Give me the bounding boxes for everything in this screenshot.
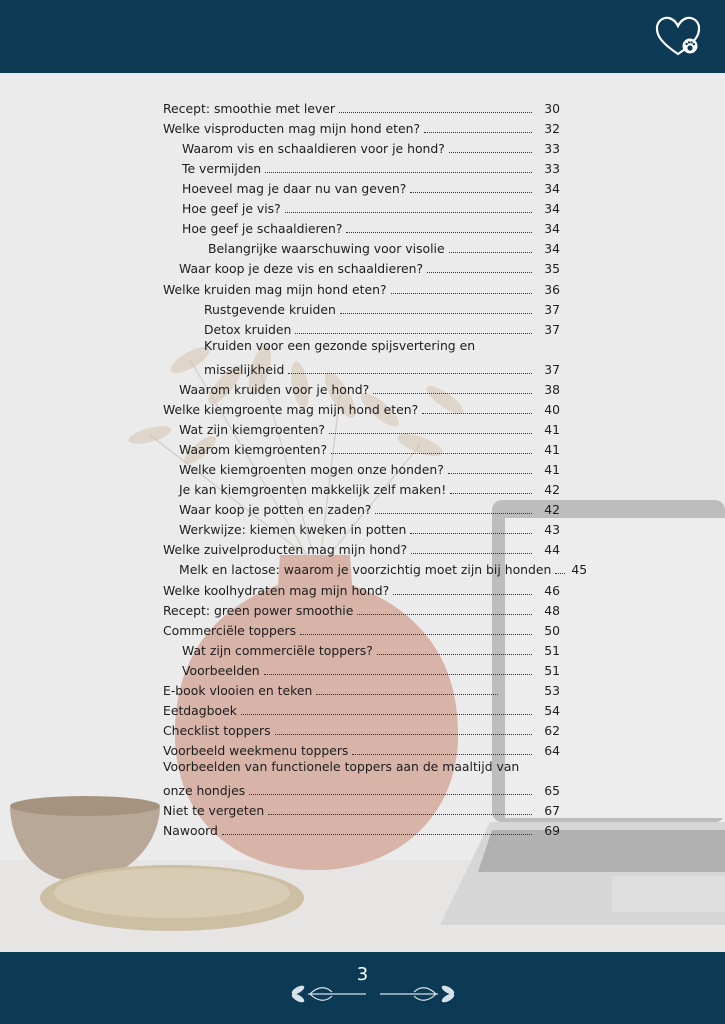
toc-entry[interactable] [182, 177, 560, 197]
toc-dot-leader [422, 413, 532, 414]
toc-entry[interactable] [163, 619, 560, 639]
toc-entry-title: Je kan kiemgroenten makkelijk zelf maken! [179, 482, 447, 497]
toc-entry[interactable] [163, 819, 560, 839]
toc-entry[interactable] [163, 117, 560, 137]
toc-entry-title: Wat zijn commerciële toppers? [182, 643, 373, 658]
toc-entry-page: 62 [544, 723, 560, 738]
toc-dot-leader [300, 634, 532, 635]
toc-dot-leader [449, 252, 532, 253]
toc-entry-page: 37 [544, 322, 560, 337]
toc-dot-leader [555, 573, 565, 574]
toc-entry-title: Waarom kruiden voor je hond? [179, 382, 370, 397]
toc-entry[interactable] [204, 318, 560, 338]
toc-dot-leader [265, 172, 532, 173]
toc-entry[interactable] [179, 378, 560, 398]
toc-entry[interactable] [179, 438, 560, 458]
toc-entry[interactable] [208, 237, 560, 257]
toc-entry-page: 67 [544, 803, 560, 818]
toc-dot-leader [268, 814, 532, 815]
toc-entry-title: Waar koop je deze vis en schaaldieren? [179, 261, 424, 276]
toc-entry-title: E-book vlooien en teken [163, 683, 313, 698]
toc-entry-page: 34 [544, 221, 560, 236]
page-number: 3 [356, 964, 369, 985]
toc-dot-leader [346, 232, 532, 233]
toc-entry[interactable] [204, 358, 560, 378]
toc-entry[interactable] [163, 398, 560, 418]
toc-dot-leader [249, 794, 532, 795]
toc-entry-line: Kruiden voor een gezonde spijsvertering en [204, 338, 476, 353]
toc-dot-leader [448, 473, 532, 474]
toc-entry-page: 34 [544, 181, 560, 196]
toc-dot-leader [285, 212, 532, 213]
toc-entry[interactable] [179, 418, 560, 438]
toc-entry-page: 33 [544, 161, 560, 176]
header-bar [0, 0, 725, 73]
toc-entry[interactable] [163, 599, 560, 619]
toc-entry-title: Welke visproducten mag mijn hond eten? [163, 121, 421, 136]
toc-entry-page: 30 [544, 101, 560, 116]
toc-entry[interactable] [163, 579, 560, 599]
toc-entry-page: 53 [544, 683, 560, 698]
toc-entry-title: Detox kruiden [204, 322, 292, 337]
toc-entry-title: Welke kiemgroenten mogen onze honden? [179, 462, 444, 477]
toc-entry-page: 43 [544, 522, 560, 537]
toc-entry-title: Recept: green power smoothie [163, 603, 354, 618]
toc-dot-leader [295, 333, 532, 334]
toc-dot-leader [377, 654, 532, 655]
toc-entry[interactable] [182, 217, 560, 237]
toc-entry[interactable] [182, 659, 560, 679]
toc-entry-line: Voorbeelden van functionele toppers aan de maaltijd van [163, 759, 520, 774]
toc-entry-page: 36 [544, 282, 560, 297]
toc-entry-page: 64 [544, 743, 560, 758]
toc-entry-page: 41 [544, 462, 560, 477]
toc-entry-page: 40 [544, 402, 560, 417]
toc-entry-title: Rustgevende kruiden [204, 302, 336, 317]
toc-entry-title: Voorbeeld weekmenu toppers [163, 743, 349, 758]
toc-entry-title: Nawoord [163, 823, 218, 838]
toc-entry-title: Recept: smoothie met lever [163, 101, 335, 116]
toc-entry[interactable] [163, 97, 560, 117]
toc-entry[interactable] [204, 298, 560, 318]
toc-entry-title: Welke kruiden mag mijn hond eten? [163, 282, 387, 297]
toc-entry-title: Welke zuivelproducten mag mijn hond? [163, 542, 408, 557]
toc-entry-page: 33 [544, 141, 560, 156]
toc-entry-page: 41 [544, 422, 560, 437]
toc-entry-page: 41 [544, 442, 560, 457]
toc-entry-page: 50 [544, 623, 560, 638]
toc-entry[interactable] [182, 639, 560, 659]
toc-entry[interactable] [163, 538, 560, 558]
toc-dot-leader [424, 132, 532, 133]
toc-dot-leader [340, 313, 532, 314]
toc-entry-page: 34 [544, 201, 560, 216]
toc-dot-leader [357, 614, 532, 615]
toc-entry[interactable] [179, 257, 560, 277]
toc-dot-leader [331, 453, 532, 454]
toc-dot-leader [393, 594, 532, 595]
toc-entry-title: Waar koop je potten en zaden? [179, 502, 372, 517]
toc-dot-leader [329, 433, 532, 434]
toc-entry-title: Commerciële toppers [163, 623, 297, 638]
toc-entry-title: Niet te vergeten [163, 803, 265, 818]
toc-dot-leader [352, 754, 532, 755]
toc-entry-title: Hoe geef je vis? [182, 201, 281, 216]
toc-entry-page: 37 [544, 362, 560, 377]
toc-entry[interactable] [182, 137, 560, 157]
toc-dot-leader [410, 533, 532, 534]
toc-entry[interactable] [179, 518, 560, 538]
toc-dot-leader [275, 734, 532, 735]
toc-entry[interactable] [182, 157, 560, 177]
toc-dot-leader [316, 694, 498, 695]
toc-entry[interactable] [179, 478, 560, 498]
toc-dot-leader [391, 293, 532, 294]
toc-entry-title: Hoe geef je schaaldieren? [182, 221, 343, 236]
toc-dot-leader [241, 714, 532, 715]
toc-entry[interactable] [163, 719, 560, 739]
toc-entry-page: 46 [544, 583, 560, 598]
toc-dot-leader [373, 393, 532, 394]
toc-entry-page: 34 [544, 241, 560, 256]
toc-entry-page: 69 [544, 823, 560, 838]
toc-entry-title: Eetdagboek [163, 703, 237, 718]
toc-dot-leader [450, 493, 532, 494]
toc-entry-title: Checklist toppers [163, 723, 271, 738]
toc-dot-leader [288, 373, 532, 374]
toc-entry-page: 38 [544, 382, 560, 397]
toc-entry-page: 44 [544, 542, 560, 557]
toc-dot-leader [222, 834, 532, 835]
toc-entry-title: Te vermijden [182, 161, 262, 176]
toc-entry[interactable] [179, 498, 560, 518]
toc-entry-title: Wat zijn kiemgroenten? [179, 422, 325, 437]
toc-entry-title: Voorbeelden [182, 663, 260, 678]
toc-entry-page: 51 [544, 643, 560, 658]
toc-entry[interactable] [163, 278, 560, 298]
toc-entry-page: 48 [544, 603, 560, 618]
toc-entry-title: Waarom vis en schaaldieren voor je hond? [182, 141, 445, 156]
toc-entry[interactable] [163, 739, 560, 759]
toc-entry[interactable] [182, 197, 560, 217]
toc-entry-page: 45 [571, 562, 588, 577]
toc-entry-title: onze hondjes [163, 783, 246, 798]
toc-entry-page: 42 [544, 482, 560, 497]
toc-entry[interactable] [179, 558, 588, 578]
toc-entry-title: misselijkheid [204, 362, 285, 377]
toc-entry-title: Belangrijke waarschuwing voor visolie [208, 241, 445, 256]
heart-paw-icon [653, 14, 703, 58]
toc-entry-title: Waarom kiemgroenten? [179, 442, 328, 457]
toc-entry-title: Hoeveel mag je daar nu van geven? [182, 181, 407, 196]
toc-entry[interactable] [163, 779, 560, 799]
toc-entry-title: Werkwijze: kiemen kweken in potten [179, 522, 407, 537]
toc-entry-page: 32 [544, 121, 560, 136]
toc-entry[interactable] [163, 799, 560, 819]
toc-entry-page: 37 [544, 302, 560, 317]
toc-entry[interactable] [163, 679, 560, 699]
toc-dot-leader [410, 192, 532, 193]
toc-dot-leader [264, 674, 532, 675]
toc-dot-leader [411, 553, 532, 554]
toc-entry-page: 35 [544, 261, 560, 276]
toc-entry-page: 51 [544, 663, 560, 678]
toc-entry[interactable] [179, 458, 560, 478]
toc-dot-leader [375, 513, 532, 514]
leaf-ornament-icon [288, 980, 458, 1008]
toc-dot-leader [339, 112, 532, 113]
toc-dot-leader [427, 272, 532, 273]
toc-dot-leader [449, 152, 532, 153]
toc-entry[interactable] [163, 699, 560, 719]
toc-entry-page: 42 [544, 502, 560, 517]
toc-entry-title: Welke koolhydraten mag mijn hond? [163, 583, 390, 598]
toc-entry-page: 65 [544, 783, 560, 798]
toc-entry-page: 54 [544, 703, 560, 718]
toc-entry-title: Melk en lactose: waarom je voorzichtig moet zijn bij honden [179, 562, 552, 577]
toc-entry-title: Welke kiemgroente mag mijn hond eten? [163, 402, 419, 417]
